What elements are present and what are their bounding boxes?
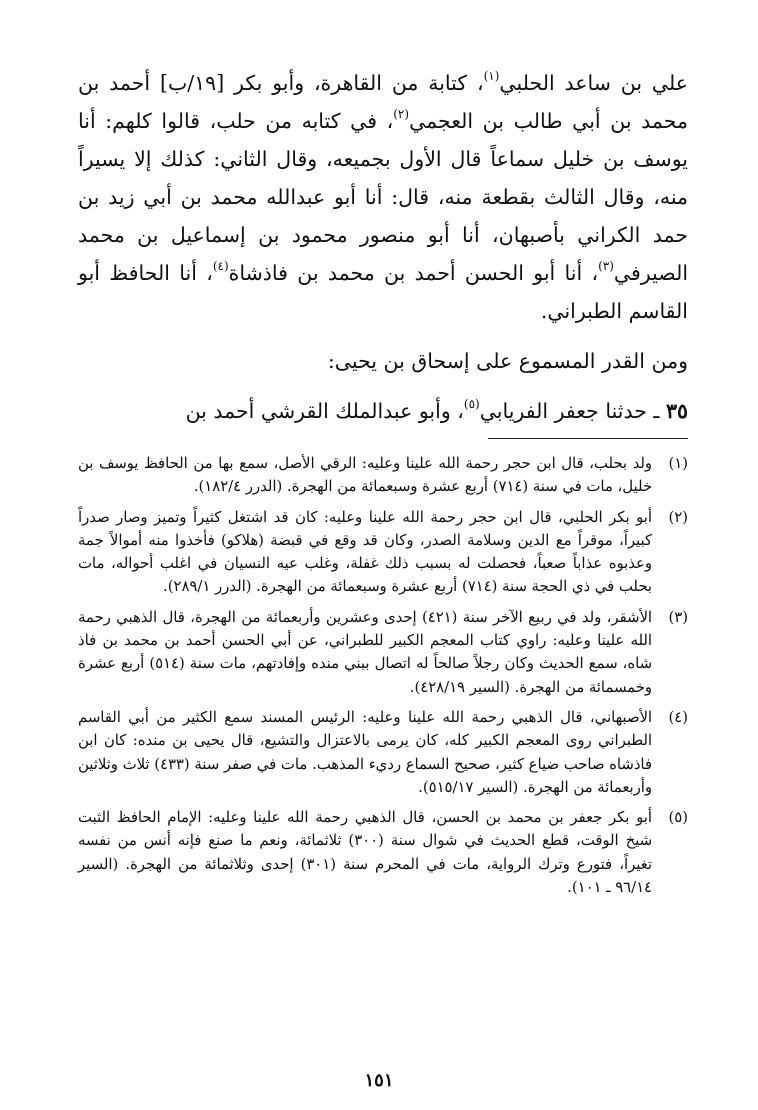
hadith-number: ٣٥ bbox=[665, 399, 688, 423]
footnote-text: الأشقر، ولد في ربيع الآخر سنة (٤٢١) إحدى وعشرين وأربعمائة من الهجرة، قال الذهبي رحمة الله علينا وعليه: راوي كتاب المعجم الكبير للطبراني، عن أبي الحسن أحمد بن محمد بن فاذ شاه، سمع الحديث وكان رجلاً صالحاً له اتصال ببني منده وإفادتهم، مات سنة (٥١٤) أربع عشرة وخمسمائة من الهجرة. (السير ٤٢٨/١٩). bbox=[78, 608, 652, 696]
paragraph-section-heading: ومن القدر المسموع على إسحاق بن يحيى: bbox=[327, 349, 688, 373]
footnote-text: أبو بكر الحلبي، قال ابن حجر رحمة الله علينا وعليه: كان قد اشتغل كثيراً وتميز وصار صدراً كبيراً، موقراً مع الدين وسلامة الصدر، وكان قد وقع في قبضة (هلاكو) فأخذوا منه أموالاً جمة وعذبوه عذاباً صعباً، فحصلت له بسبب ذلك غفلة، وغلب عيه النسيان في اغلب أحواله، مات بحلب في ذي الحجة سنة (٧١٤) أربع عشرة وسبعمائة من الهجرة. (الدرر ٢٨٩/١). bbox=[78, 508, 652, 596]
text-run: ، أنا أبو الحسن أحمد بن محمد بن فاذشاة bbox=[228, 261, 599, 285]
footnote-3 bbox=[78, 606, 688, 699]
footnote-ref-3[interactable]: (٣) bbox=[598, 259, 614, 274]
footnote-2 bbox=[78, 506, 688, 599]
paragraph-isnad bbox=[78, 64, 688, 330]
footnote-4 bbox=[78, 706, 688, 799]
footnote-number: (٣) bbox=[668, 608, 688, 626]
footnote-text: الأصبهاني، قال الذهبي رحمة الله علينا وعليه: الرئيس المسند سمع الكثير من أبي القاسم الطبراني روى المعجم الكبير كله، كان يرمى بالاعتزال والتشيع، قال يحيى بن منده: كان ابن فاذشاه صاحب ضياع كثير، صحيح السماع رديء المذهب. مات في صفر سنة (٤٣٣) ثلاث وثلاثين وأربعمائة من الهجرة. (السير ٥١٥/١٧). bbox=[78, 708, 653, 796]
footnote-5 bbox=[78, 806, 688, 899]
page-number: ١٥١ bbox=[364, 1070, 394, 1091]
text-run: علي بن ساعد الحلبي bbox=[499, 71, 688, 95]
footnote-number: (٥) bbox=[668, 809, 688, 827]
footnote-number: (٢) bbox=[668, 508, 688, 526]
main-text bbox=[78, 64, 688, 430]
text-run: ، أنا الحافظ أبو القاسم الطبراني. bbox=[78, 261, 688, 323]
text-run: ـ حدثنا جعفر الفريابي bbox=[479, 399, 666, 423]
footnote-separator bbox=[488, 438, 688, 439]
footnotes bbox=[78, 452, 688, 906]
footnote-text: ولد بحلب، قال ابن حجر رحمة الله علينا وعليه: الرقي الأصل، سمع بها من الحافظ يوسف بن خليل، مات في سنة (٧١٤) أربع عشرة وسبعمائة من الهجرة. (الدرر ١٨٢/٤). bbox=[78, 455, 652, 496]
text-run: ، كتابة من القاهرة، وأبو بكر [١٩/ب] أحمد بن محمد بن أبي طالب بن العجمي bbox=[78, 71, 688, 133]
footnote-number: (١) bbox=[668, 455, 688, 472]
text-run: ، وأبو عبدالملك القرشي أحمد بن bbox=[185, 399, 464, 423]
footnote-number: (٤) bbox=[668, 708, 688, 726]
footnote-ref-2[interactable]: (٢) bbox=[393, 107, 410, 122]
text-run: ، في كتابه من حلب، قالوا كلهم: أنا يوسف بن خليل سماعاً قال الأول بجميعه، وقال الثاني: كذلك إلا يسيراً منه، وقال الثالث بقطعة منه، قال: أنا أبو عبدالله محمد بن أبي زيد بن حمد الكراني بأصبهان، أنا أبو منصور محمود بن إسماعيل بن محمد الصيرفي bbox=[78, 109, 689, 285]
footnote-ref-5[interactable]: (٥) bbox=[463, 397, 480, 412]
footnote-ref-1[interactable]: (١) bbox=[483, 69, 500, 84]
footnote-1 bbox=[78, 452, 688, 499]
paragraph-hadith-35 bbox=[78, 392, 688, 430]
footnote-text: أبو بكر جعفر بن محمد بن الحسن، قال الذهبي رحمة الله علينا وعليه: الإمام الحافظ الثبت شيخ الوقت، قطع الحديث في شوال سنة (٣٠٠) ثلاثمائة، ونعم ما صنع فإنه أنس من نفسه تغيراً، فتورع وترك الرواية، مات في المحرم سنة (٣٠١) إحدى وثلاثمائة من الهجرة. (السير ٩٦/١٤ ـ ١٠١). bbox=[78, 809, 652, 897]
footnote-ref-4[interactable]: (٤) bbox=[212, 259, 229, 274]
